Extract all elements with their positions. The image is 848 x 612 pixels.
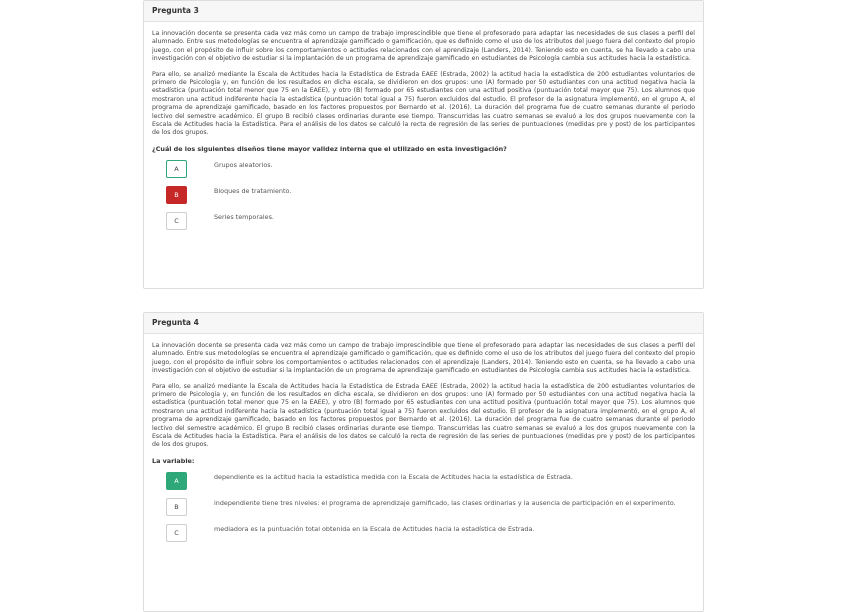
answer-option-b[interactable] (152, 498, 695, 518)
question-card-3 (143, 0, 704, 289)
question-title: Pregunta 4 (144, 313, 703, 334)
answer-option-b[interactable] (152, 186, 695, 206)
question-paragraph: Para ello, se analizó mediante la Escala de Actitudes hacia la Estadística de Estrada EAEE (Estrada, 2002) la actitud hacia la estadística de 200 estudiantes voluntarios de primero de Psicología y, en función de los resultados en dicha escala, se dividieron en dos grupos: uno (A) formado por 50 estudiantes con una actitud negativa hacia la estadística (puntuación total menor que 75 en la EAEE), y otro (B) formado por 65 estudiantes con una actitud positiva (puntuación total mayor que 75). Los alumnos que mostraron una actitud indiferente hacia la estadística (puntuación total igual a 75) fueron excluidos del estudio. El profesor de la asignatura implementó, en el grupo A, el programa de aprendizaje gamificado, basado en los factores propuestos por Bernardo et al. (2016). La duración del programa fue de cuatro semanas durante el periodo lectivo del semestre académico. El grupo B recibió clases ordinarias durante ese tiempo. Transcurridas las cuatro semanas se evaluó a los dos grupos nuevamente con la Escala de Actitudes hacia la Estadística. Para el análisis de los datos se calculó la recta de regresión de las series de puntuaciones (medidas pre y post) de los participantes de los dos grupos. (152, 70, 695, 137)
answer-option-c[interactable] (152, 212, 695, 232)
option-text: mediadora es la puntuación total obtenida en la Escala de Actitudes hacia la estadística de Estrada. (214, 524, 535, 533)
option-text: independiente tiene tres niveles: el programa de aprendizaje gamificado, las clases ordinarias y la ausencia de participación en el experimento. (214, 498, 676, 507)
answer-option-c[interactable] (152, 524, 695, 544)
option-letter-a[interactable]: A (166, 472, 187, 490)
option-letter-c[interactable]: C (166, 212, 187, 230)
question-prompt: ¿Cuál de los siguientes diseños tiene mayor validez interna que el utilizado en esta investigación? (152, 144, 507, 153)
option-letter-a[interactable]: A (166, 160, 187, 178)
option-text: dependiente es la actitud hacia la estadística medida con la Escala de Actitudes hacia la estadística de Estrada. (214, 472, 573, 481)
option-letter-b[interactable]: B (166, 186, 187, 204)
answer-option-a[interactable] (152, 472, 695, 492)
option-text: Grupos aleatorios. (214, 160, 273, 169)
question-prompt: La variable: (152, 456, 195, 465)
option-letter-c[interactable]: C (166, 524, 187, 542)
answer-option-a[interactable] (152, 160, 695, 180)
option-text: Series temporales. (214, 212, 274, 221)
question-title: Pregunta 3 (144, 1, 703, 22)
question-paragraph: La innovación docente se presenta cada vez más como un campo de trabajo imprescindible que tiene el profesorado para adaptar las necesidades de sus clases a perfil del alumnado. Entre sus metodologías se encuentra el aprendizaje gamificado o gamificación, que es definido como el uso de los atributos del juego fuera del contexto del propio juego, con el propósito de influir sobre los comportamientos o actitudes relacionados con el aprendizaje (Landers, 2014). Teniendo esto en cuenta, se ha llevado a cabo una investigación con el objetivo de estudiar si la implantación de un programa de aprendizaje gamificado en estudiantes de Psicología cambia sus actitudes hacia la estadística. (152, 342, 695, 375)
option-text: Bloques de tratamiento. (214, 186, 292, 195)
question-paragraph: Para ello, se analizó mediante la Escala de Actitudes hacia la Estadística de Estrada EAEE (Estrada, 2002) la actitud hacia la estadística de 200 estudiantes voluntarios de primero de Psicología y, en función de los resultados en dicha escala, se dividieron en dos grupos: uno (A) formado por 50 estudiantes con una actitud negativa hacia la estadística (puntuación total menor que 75 en la EAEE), y otro (B) formado por 65 estudiantes con una actitud positiva (puntuación total mayor que 75). Los alumnos que mostraron una actitud indiferente hacia la estadística (puntuación total igual a 75) fueron excluidos del estudio. El profesor de la asignatura implementó, en el grupo A, el programa de aprendizaje gamificado, basado en los factores propuestos por Bernardo et al. (2016). La duración del programa fue de cuatro semanas durante el periodo lectivo del semestre académico. El grupo B recibió clases ordinarias durante ese tiempo. Transcurridas las cuatro semanas se evaluó a los dos grupos nuevamente con la Escala de Actitudes hacia la Estadística. Para el análisis de los datos se calculó la recta de regresión de las series de puntuaciones (medidas pre y post) de los participantes de los dos grupos. (152, 382, 695, 449)
option-letter-b[interactable]: B (166, 498, 187, 516)
question-paragraph: La innovación docente se presenta cada vez más como un campo de trabajo imprescindible que tiene el profesorado para adaptar las necesidades de sus clases a perfil del alumnado. Entre sus metodologías se encuentra el aprendizaje gamificado o gamificación, que es definido como el uso de los atributos del juego fuera del contexto del propio juego, con el propósito de influir sobre los comportamientos o actitudes relacionados con el aprendizaje (Landers, 2014). Teniendo esto en cuenta, se ha llevado a cabo una investigación con el objetivo de estudiar si la implantación de un programa de aprendizaje gamificado en estudiantes de Psicología cambia sus actitudes hacia la estadística. (152, 30, 695, 63)
question-card-4 (143, 312, 704, 612)
